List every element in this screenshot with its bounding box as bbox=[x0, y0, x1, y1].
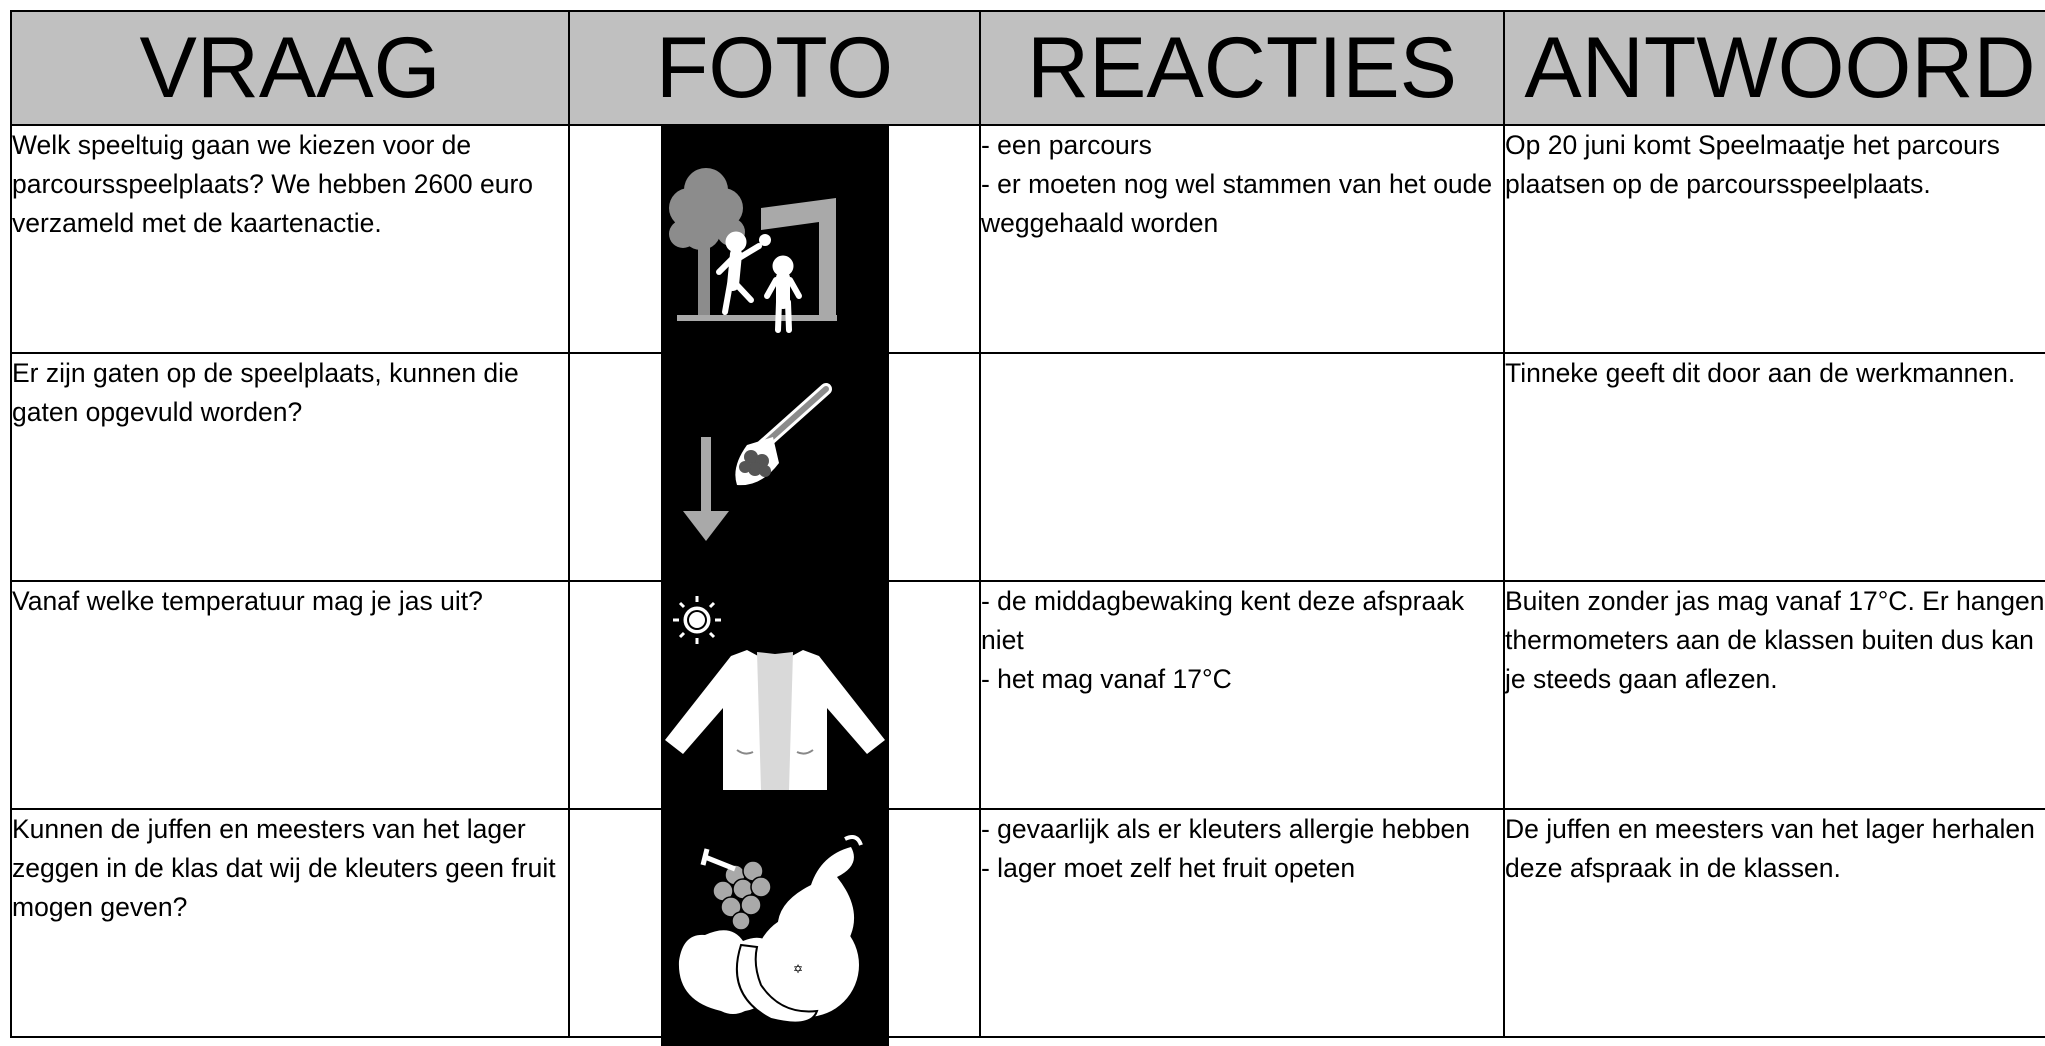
table-row bbox=[11, 809, 2045, 1037]
fruit-icon bbox=[661, 825, 889, 1030]
playground-children-icon bbox=[661, 150, 889, 350]
reacties-cell: - de middagbewaking kent deze afspraak niet - het mag vanaf 17°C bbox=[980, 581, 1504, 809]
vraag-cell: Er zijn gaten op de speelplaats, kunnen die gaten opgevuld worden? bbox=[11, 353, 569, 581]
table-row bbox=[11, 353, 2045, 581]
vraag-cell: Vanaf welke temperatuur mag je jas uit? bbox=[11, 581, 569, 809]
svg-text:✡: ✡ bbox=[793, 962, 804, 976]
header-vraag: VRAAG bbox=[11, 11, 569, 125]
header-reacties: REACTIES bbox=[980, 11, 1504, 125]
antwoord-cell: De juffen en meesters van het lager herhalen deze afspraak in de klassen. bbox=[1504, 809, 2045, 1037]
trowel-soil-icon bbox=[661, 375, 889, 575]
vraag-cell: Welk speeltuig gaan we kiezen voor de parcoursspeelplaats? We hebben 2600 euro verzameld met de kaartenactie. bbox=[11, 125, 569, 353]
antwoord-cell: Buiten zonder jas mag vanaf 17°C. Er hangen thermometers aan de klassen buiten dus kan je steeds gaan aflezen. bbox=[1504, 581, 2045, 809]
header-foto: FOTO bbox=[569, 11, 980, 125]
table-row bbox=[11, 125, 2045, 353]
header-row bbox=[11, 11, 2045, 125]
header-antwoord: ANTWOORD bbox=[1504, 11, 2045, 125]
table-row bbox=[11, 581, 2045, 809]
sun-jacket-icon bbox=[661, 590, 889, 805]
reacties-cell: - een parcours - er moeten nog wel stammen van het oude weggehaald worden bbox=[980, 125, 1504, 353]
vraag-cell: Kunnen de juffen en meesters van het lager zeggen in de klas dat wij de kleuters geen fruit mogen geven? bbox=[11, 809, 569, 1037]
antwoord-cell: Tinneke geeft dit door aan de werkmannen. bbox=[1504, 353, 2045, 581]
antwoord-cell: Op 20 juni komt Speelmaatje het parcours plaatsen op de parcoursspeelplaats. bbox=[1504, 125, 2045, 353]
meeting-table bbox=[10, 10, 2045, 1038]
reacties-cell: - gevaarlijk als er kleuters allergie hebben - lager moet zelf het fruit opeten bbox=[980, 809, 1504, 1037]
reacties-cell bbox=[980, 353, 1504, 581]
